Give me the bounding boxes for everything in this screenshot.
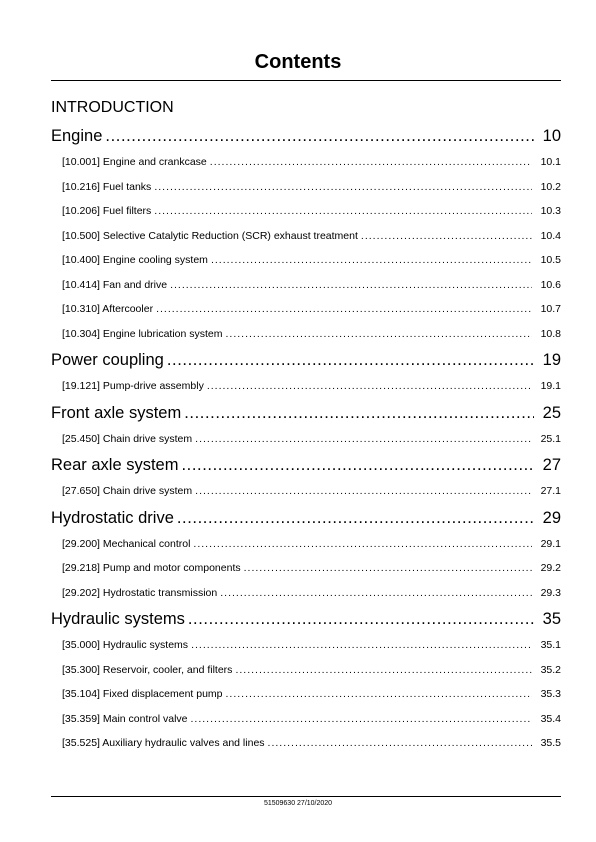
toc-chapter-title: Engine xyxy=(51,127,103,145)
toc-chapter-title: Rear axle system xyxy=(51,456,179,474)
dot-leader xyxy=(226,682,532,707)
toc-section-title: [35.300] Reservoir, cooler, and filters xyxy=(62,663,233,676)
toc-chapter-row[interactable] xyxy=(51,605,561,633)
toc-section-page: 29.1 xyxy=(540,537,561,550)
toc-section-page: 35.2 xyxy=(540,663,561,676)
toc-section-row[interactable] xyxy=(62,374,561,399)
toc-section-title: [10.304] Engine lubrication system xyxy=(62,327,223,340)
toc-section-page: 10.4 xyxy=(540,229,561,242)
toc-section-page: 25.1 xyxy=(540,432,561,445)
toc-section-row[interactable] xyxy=(62,322,561,347)
toc-section-title: [25.450] Chain drive system xyxy=(62,432,193,445)
bottom-rule xyxy=(51,796,561,797)
table-of-contents xyxy=(51,122,561,756)
toc-section-page: 29.3 xyxy=(540,586,561,599)
page-title: Contents xyxy=(254,51,342,73)
toc-section-row[interactable] xyxy=(62,427,561,452)
toc-section-page: 10.1 xyxy=(540,156,561,168)
dot-leader xyxy=(193,532,532,557)
toc-chapter-row[interactable] xyxy=(51,122,561,150)
toc-section-row[interactable] xyxy=(62,658,561,683)
toc-section-title: [10.500] Selective Catalytic Reduction (SCR) exhaust treatment xyxy=(62,229,358,242)
toc-section-page: 10.3 xyxy=(540,205,561,217)
toc-section-title: [35.000] Hydraulic systems xyxy=(62,639,189,651)
toc-section-page: 27.1 xyxy=(540,485,561,497)
toc-section-row[interactable] xyxy=(62,175,561,200)
toc-chapter-row[interactable] xyxy=(51,504,561,532)
toc-chapter-title: Front axle system xyxy=(51,403,182,422)
toc-section-row[interactable] xyxy=(62,633,561,658)
dot-leader xyxy=(210,150,532,175)
toc-section-title: [10.400] Engine cooling system xyxy=(62,254,208,266)
dot-leader xyxy=(105,122,534,150)
toc-section-title: [29.200] Mechanical control xyxy=(62,537,191,550)
dot-leader xyxy=(154,199,532,224)
dot-leader xyxy=(235,658,532,683)
dot-leader xyxy=(207,374,532,399)
dot-leader xyxy=(156,297,532,322)
toc-chapter-page: 35 xyxy=(542,610,561,628)
toc-section-row[interactable] xyxy=(62,532,561,557)
toc-section-title: [35.359] Main control valve xyxy=(62,712,188,725)
toc-section-page: 35.5 xyxy=(540,737,561,749)
toc-section-title: [35.525] Auxiliary hydraulic valves and lines xyxy=(62,737,265,749)
toc-section-row[interactable] xyxy=(62,224,561,249)
toc-chapter-page: 10 xyxy=(542,127,561,145)
toc-chapter-title: Power coupling xyxy=(51,351,164,369)
toc-section-title: [10.206] Fuel filters xyxy=(62,205,152,217)
toc-section-page: 10.2 xyxy=(540,180,561,193)
toc-section-row[interactable] xyxy=(62,479,561,504)
dot-leader xyxy=(244,556,532,581)
toc-chapter-page: 25 xyxy=(542,403,561,422)
toc-section-page: 29.2 xyxy=(540,562,561,574)
toc-chapter-page: 27 xyxy=(542,456,561,474)
dot-leader xyxy=(170,273,532,298)
dot-leader xyxy=(191,707,533,732)
toc-section-page: 10.8 xyxy=(540,327,561,340)
toc-chapter-title: Hydraulic systems xyxy=(51,610,185,628)
toc-section-page: 19.1 xyxy=(540,380,561,392)
dot-leader xyxy=(195,479,532,504)
dot-leader xyxy=(220,581,532,606)
toc-section-title: [27.650] Chain drive system xyxy=(62,485,193,497)
toc-chapter-row[interactable] xyxy=(51,399,561,427)
dot-leader xyxy=(154,175,532,200)
toc-section-row[interactable] xyxy=(62,199,561,224)
toc-section-title: [10.414] Fan and drive xyxy=(62,278,168,291)
dot-leader xyxy=(184,399,534,427)
dot-leader xyxy=(211,248,532,273)
toc-chapter-page: 19 xyxy=(542,351,561,369)
toc-section-title: [35.104] Fixed displacement pump xyxy=(62,688,223,700)
dot-leader xyxy=(361,224,532,249)
toc-chapter-row[interactable] xyxy=(51,346,561,374)
dot-leader xyxy=(177,504,534,532)
dot-leader xyxy=(268,731,532,756)
toc-section-row[interactable] xyxy=(62,682,561,707)
intro-heading[interactable]: INTRODUCTION xyxy=(51,99,174,116)
toc-section-row[interactable] xyxy=(62,248,561,273)
toc-section-row[interactable] xyxy=(62,707,561,732)
toc-section-row[interactable] xyxy=(62,297,561,322)
top-rule xyxy=(51,80,561,81)
toc-section-page: 35.3 xyxy=(540,688,561,700)
toc-section-row[interactable] xyxy=(62,556,561,581)
toc-chapter-title: Hydrostatic drive xyxy=(51,508,174,527)
dot-leader xyxy=(188,605,534,633)
toc-section-page: 35.4 xyxy=(540,712,561,725)
toc-section-title: [10.001] Engine and crankcase xyxy=(62,156,207,168)
toc-chapter-page: 29 xyxy=(542,508,561,527)
toc-section-page: 10.7 xyxy=(540,303,561,315)
toc-section-row[interactable] xyxy=(62,150,561,175)
toc-section-title: [29.218] Pump and motor components xyxy=(62,562,241,574)
toc-section-title: [10.216] Fuel tanks xyxy=(62,180,152,193)
toc-section-title: [29.202] Hydrostatic transmission xyxy=(62,586,218,599)
toc-section-page: 35.1 xyxy=(540,639,561,651)
toc-section-title: [19.121] Pump-drive assembly xyxy=(62,380,204,392)
toc-chapter-row[interactable] xyxy=(51,451,561,479)
toc-section-page: 10.5 xyxy=(540,254,561,266)
dot-leader xyxy=(167,346,534,374)
dot-leader xyxy=(181,451,534,479)
toc-section-row[interactable] xyxy=(62,731,561,756)
toc-section-row[interactable] xyxy=(62,581,561,606)
toc-section-page: 10.6 xyxy=(540,278,561,291)
toc-section-title: [10.310] Aftercooler xyxy=(62,303,154,315)
dot-leader xyxy=(191,633,532,658)
dot-leader xyxy=(226,322,532,347)
toc-section-row[interactable] xyxy=(62,273,561,298)
dot-leader xyxy=(195,427,532,452)
page-footer: 51509630 27/10/2020 xyxy=(263,800,333,807)
